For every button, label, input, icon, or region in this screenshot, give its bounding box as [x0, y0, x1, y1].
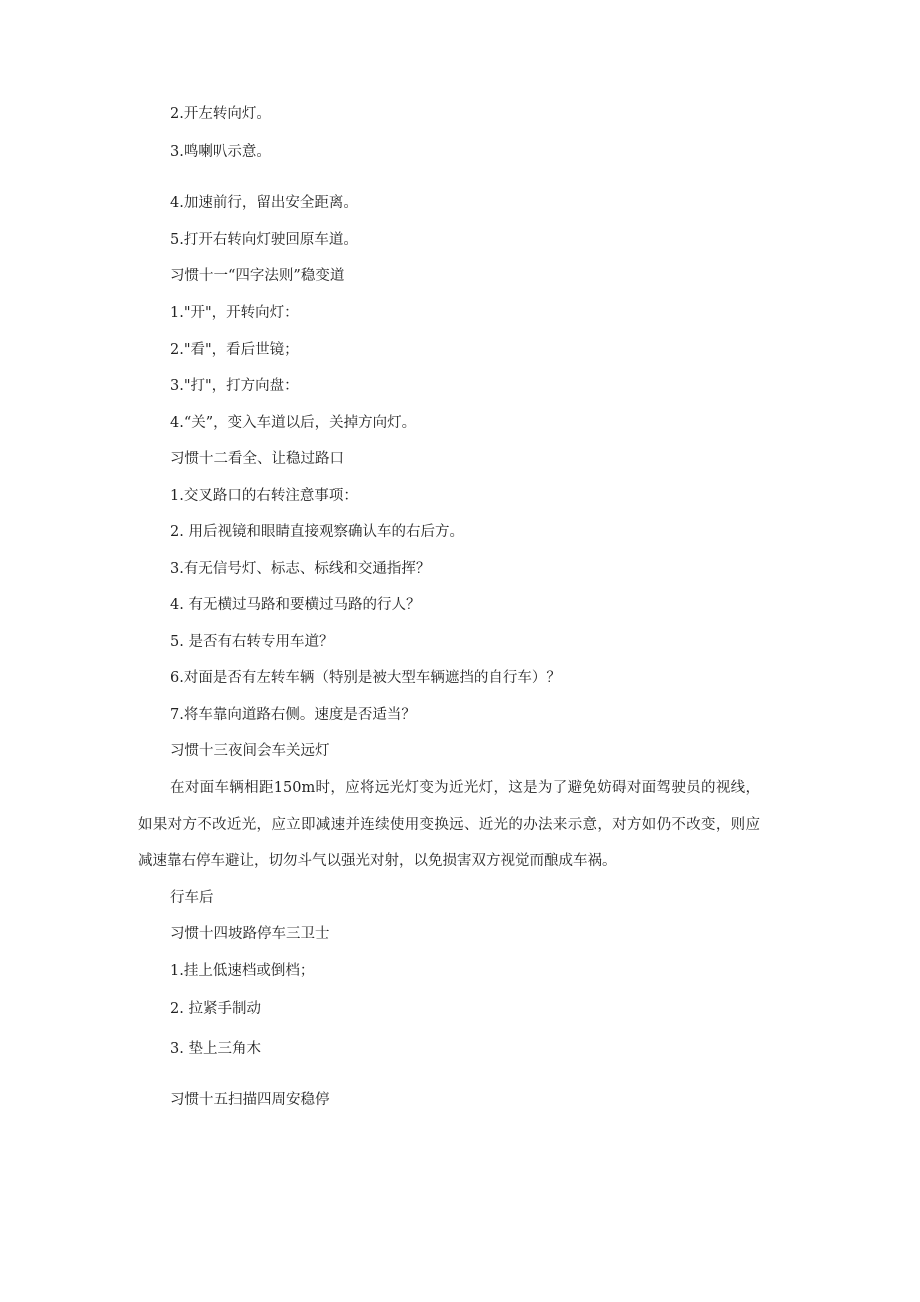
section-heading: 行车后: [170, 890, 214, 906]
list-item: 2. 用后视镜和眼睛直接观察确认车的右后方。: [170, 524, 464, 540]
list-item: 4. 有无横过马路和要横过马路的行人？: [170, 597, 421, 613]
list-item: 4.加速前行，留出安全距离。: [170, 195, 358, 211]
list-item: 2.开左转向灯。: [170, 106, 271, 122]
list-item: 3.鸣喇叭示意。: [170, 144, 271, 160]
section-heading: 习惯十一“四字法则”稳变道: [170, 268, 345, 284]
list-item: 3. 垫上三角木: [170, 1041, 261, 1057]
list-item: 1.交叉路口的右转注意事项：: [170, 488, 358, 504]
section-heading: 习惯十二看全、让稳过路口: [170, 451, 344, 467]
list-item: 7.将车靠向道路右侧。速度是否适当？: [170, 707, 416, 723]
list-item: 5.打开右转向灯驶回原车道。: [170, 232, 358, 248]
list-item: 3."打"，打方向盘：: [170, 378, 299, 394]
list-item: 5. 是否有右转专用车道？: [170, 634, 334, 650]
list-item: 4.“关”，变入车道以后，关掉方向灯。: [170, 415, 417, 431]
section-heading: 习惯十五扫描四周安稳停: [170, 1092, 330, 1108]
body-paragraph: 在对面车辆相距150m时，应将远光灯变为近光灯，这是为了避免妨碍对面驾驶员的视线，如果对方不改近光，应立即减速并连续使用变换远、近光的办法来示意，对方如仍不改变，则应减速靠右停车避让，切勿斗气以强光对射，以免损害双方视觉而酿成车祸。: [138, 780, 760, 869]
section-heading: 习惯十三夜间会车关远灯: [170, 743, 330, 759]
list-item: 2. 拉紧手制动: [170, 1001, 261, 1017]
list-item: 1."开"，开转向灯：: [170, 305, 299, 321]
list-item: 1.挂上低速档或倒档；: [170, 963, 315, 979]
list-item: 2."看"，看后世镜；: [170, 342, 299, 358]
list-item: 6.对面是否有左转车辆（特别是被大型车辆遮挡的自行车）？: [170, 670, 561, 686]
list-item: 3.有无信号灯、标志、标线和交通指挥？: [170, 561, 431, 577]
section-heading: 习惯十四坡路停车三卫士: [170, 926, 330, 942]
